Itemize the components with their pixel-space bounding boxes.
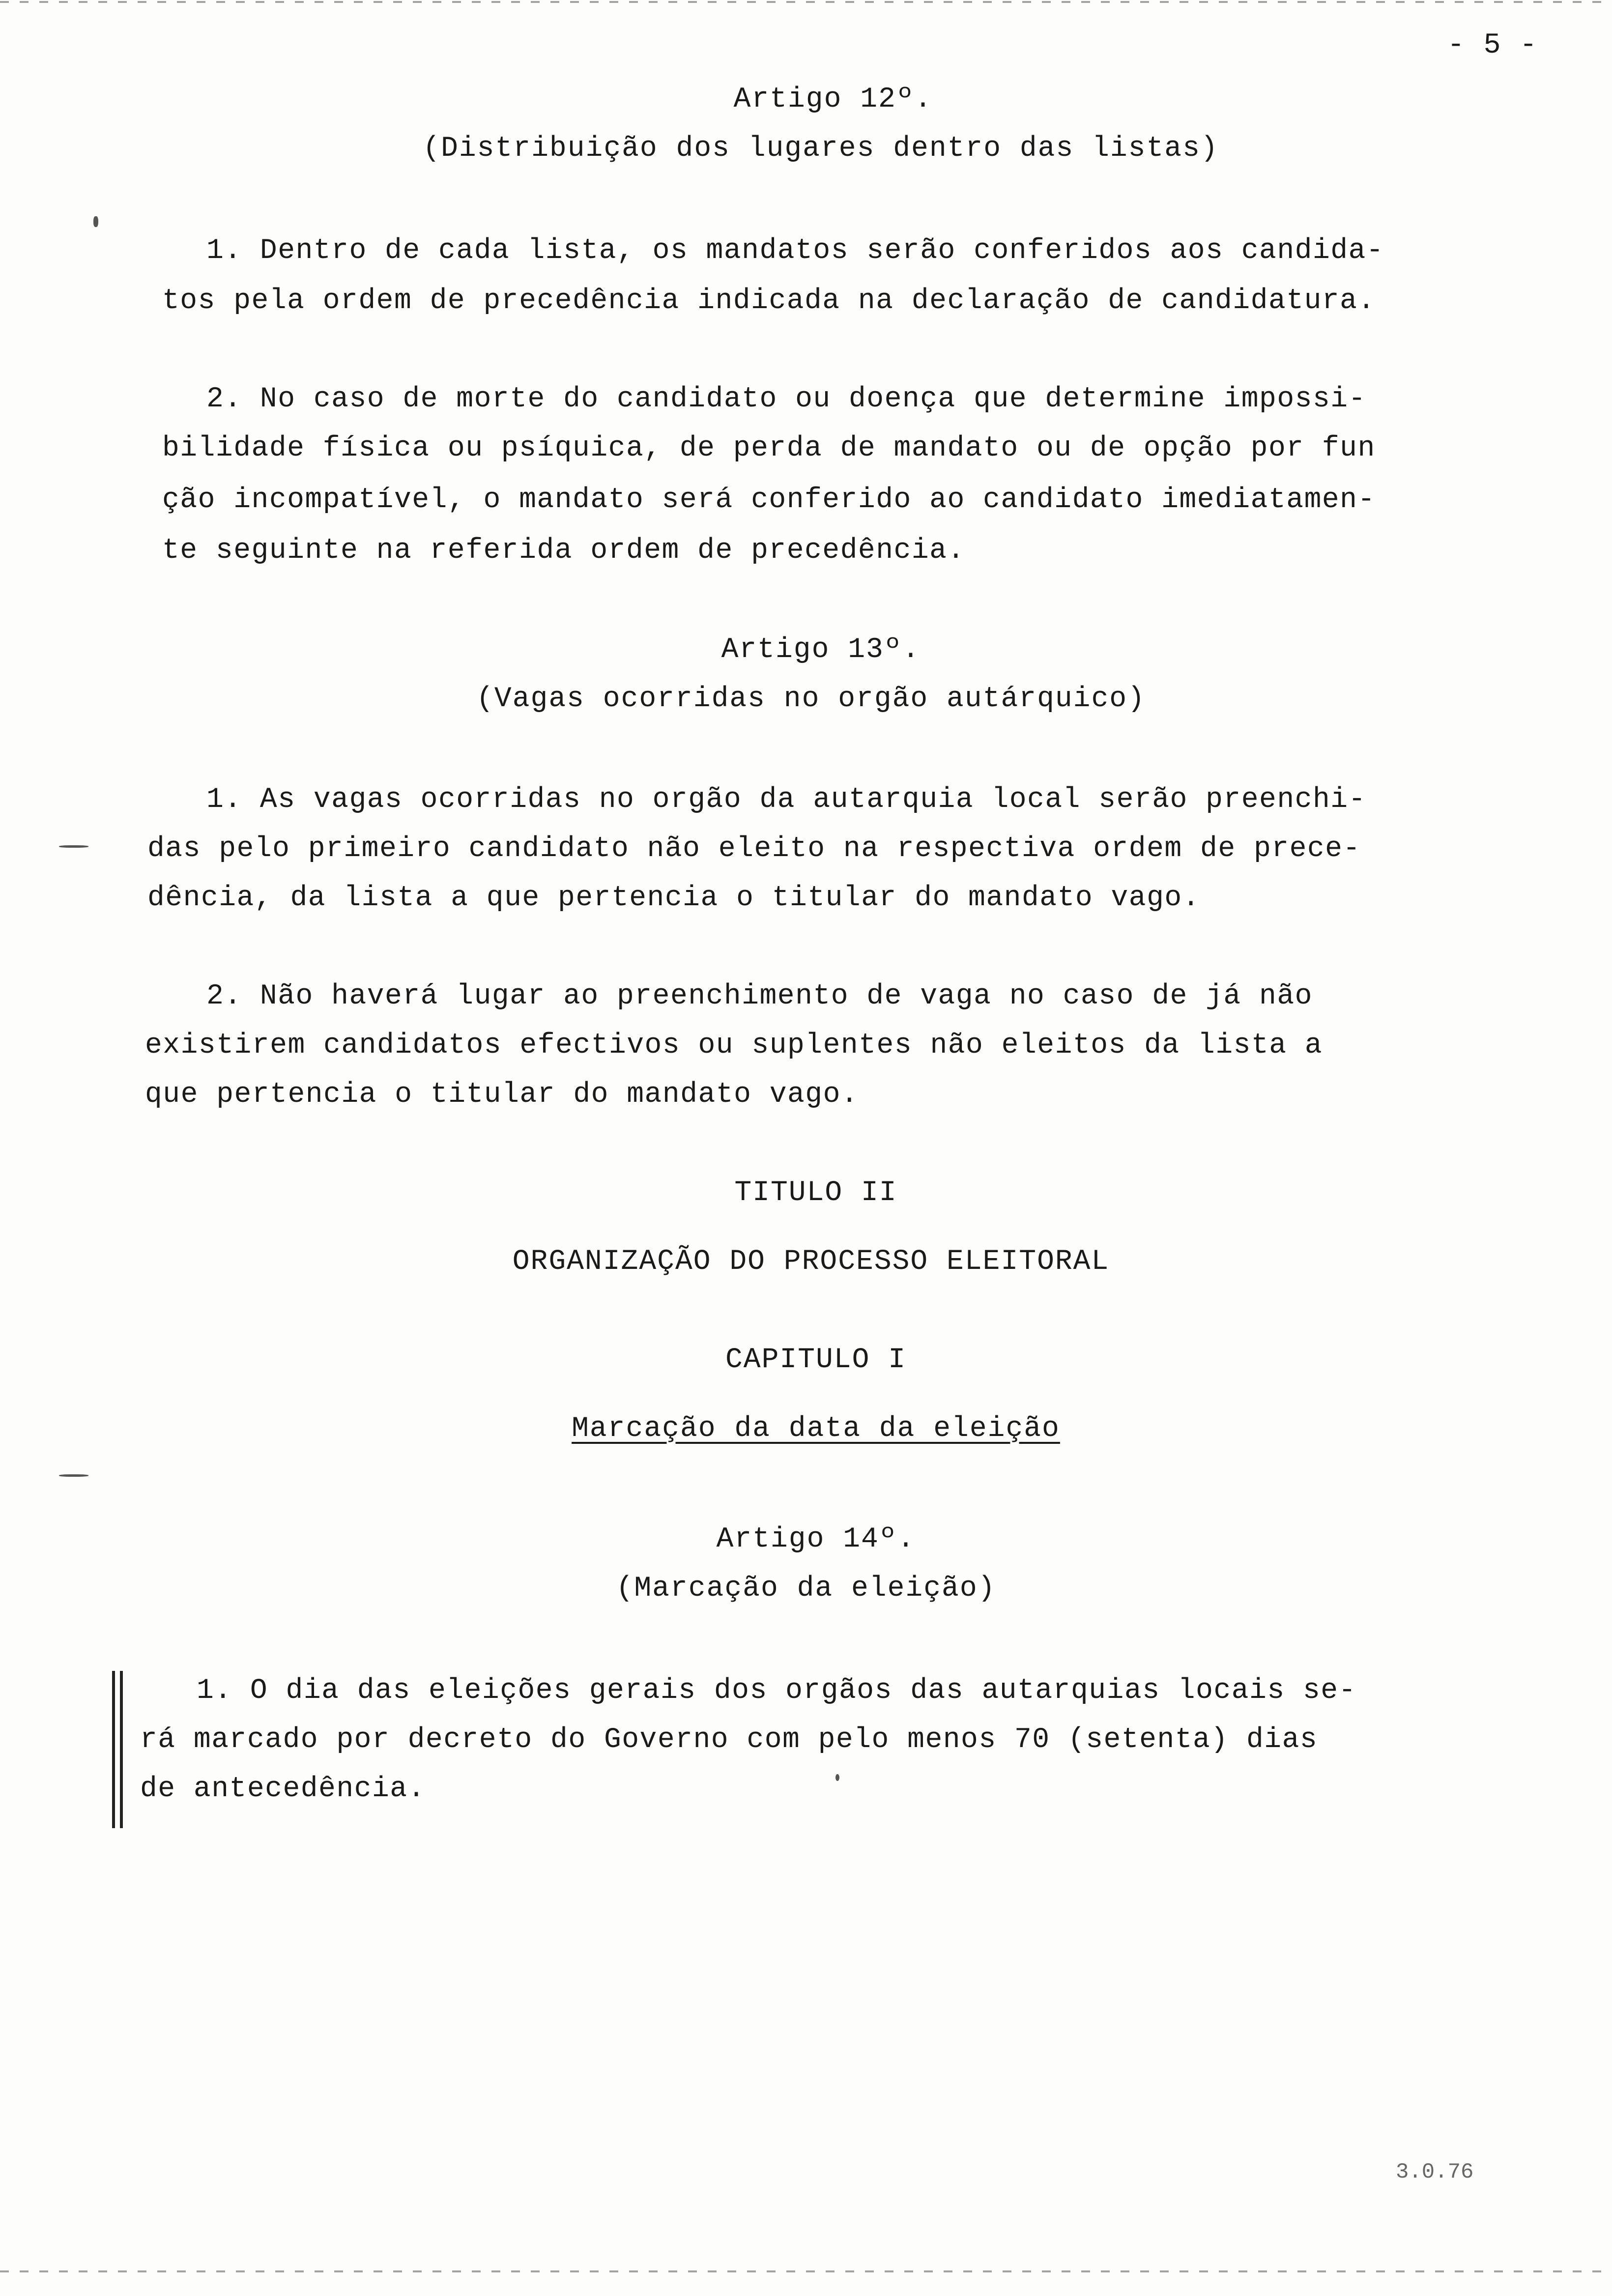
article-12-title: Artigo 12º. [733, 84, 933, 115]
article-14-line2: rá marcado por decreto do Governo com pelo menos 70 (setenta) dias [140, 1724, 1318, 1756]
article-13-p2-line2: existirem candidatos efectivos ou suplentes não eleitos da lista a [145, 1030, 1323, 1062]
article-13-p2-line3: que pertencia o titular do mandato vago. [145, 1079, 859, 1111]
scan-speck [835, 1774, 839, 1781]
page-number: - 5 - [1447, 29, 1538, 61]
article-12-p2-line1: 2. No caso de morte do candidato ou doença que determine impossi- [206, 383, 1366, 415]
scan-speck [59, 845, 88, 848]
article-13-p1-line3: dência, da lista a que pertencia o titular do mandato vago. [147, 882, 1201, 914]
article-14-subtitle: (Marcação da eleição) [616, 1573, 996, 1605]
article-12-p2-line2: bilidade física ou psíquica, de perda de mandato ou de opção por fun [162, 432, 1376, 464]
title-section-heading: TITULO II [734, 1177, 897, 1209]
chapter-subtitle: Marcação da data da eleição [572, 1413, 1060, 1445]
scan-edge-bottom [0, 2270, 1612, 2272]
article-12-p1-line2: tos pela ordem de precedência indicada na declaração de candidatura. [162, 285, 1376, 317]
article-13-subtitle: (Vagas ocorridas no orgão autárquico) [476, 683, 1146, 715]
article-12-p2-line4: te seguinte na referida ordem de precedência. [162, 535, 965, 567]
article-13-p2-line1: 2. Não haverá lugar ao preenchimento de vaga no caso de já não [206, 980, 1313, 1012]
article-12-p2-line3: ção incompatível, o mandato será conferido ao candidato imediatamen- [162, 484, 1376, 516]
article-13-p1-line2: das pelo primeiro candidato não eleito na respectiva ordem de prece- [147, 833, 1361, 865]
scan-speck [93, 216, 98, 227]
article-14-line3: de antecedência. [140, 1773, 426, 1805]
article-12-p1-line1: 1. Dentro de cada lista, os mandatos serão conferidos aos candida- [206, 235, 1384, 267]
margin-mark-right [120, 1671, 123, 1828]
title-section-subtitle: ORGANIZAÇÃO DO PROCESSO ELEITORAL [512, 1246, 1110, 1278]
article-13-title: Artigo 13º. [721, 634, 921, 666]
article-14-line1: 1. O dia das eleições gerais dos orgãos das autarquias locais se- [197, 1675, 1356, 1707]
footer-mark: 3.0.76 [1396, 2160, 1474, 2184]
scan-edge-top [0, 1, 1612, 3]
article-14-title: Artigo 14º. [716, 1523, 916, 1555]
article-12-subtitle: (Distribuição dos lugares dentro das listas) [423, 133, 1219, 165]
margin-mark-left [112, 1671, 115, 1828]
scan-speck [59, 1474, 88, 1477]
article-13-p1-line1: 1. As vagas ocorridas no orgão da autarquia local serão preenchi- [206, 784, 1366, 816]
chapter-heading: CAPITULO I [725, 1344, 907, 1376]
